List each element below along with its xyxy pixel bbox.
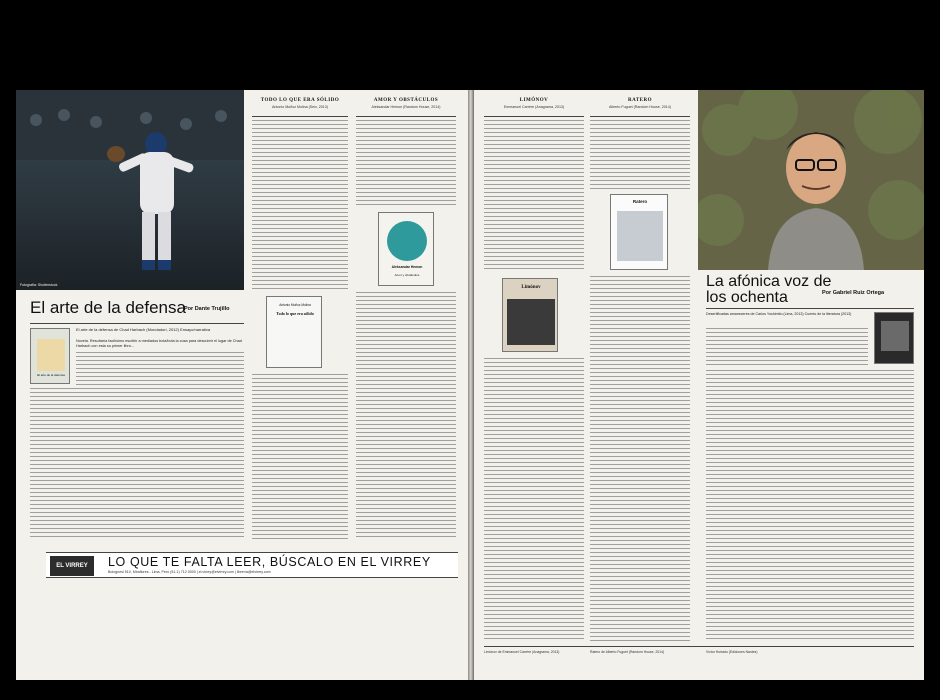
book-cover-title: El arte de la defensa xyxy=(37,373,65,377)
book-cover-limonov-title: Limónov xyxy=(521,285,541,290)
author-photo xyxy=(698,90,924,270)
article-meta-left: El arte de la defensa de Chad Harbach (Mondadori, 2012) Ensayo/narrativa xyxy=(76,327,211,332)
article-title-right: La afónica voz de los ochenta xyxy=(706,273,832,306)
magazine-spread xyxy=(16,90,924,680)
column-body-limonov-1 xyxy=(484,120,584,270)
author-photo-image xyxy=(698,90,924,270)
column-body-todo-1 xyxy=(252,120,348,290)
book-cover-hemon-title: Aleksandar Hemon xyxy=(391,265,423,269)
column-head-todo: TODO LO QUE ERA SÓLIDO xyxy=(260,98,340,103)
title-rule-left xyxy=(30,323,244,324)
column-rule-limonov xyxy=(484,116,584,117)
column-rule-amor xyxy=(356,116,456,117)
column-head-amor: AMOR Y OBSTÁCULOS xyxy=(373,98,439,103)
article-body-right-1 xyxy=(706,328,868,366)
footnote-ratero: Ratero de Alberto Fuguet (Random House, 2014) xyxy=(590,650,665,654)
column-credit-ratero: Alberto Fuguet (Random House, 2014) xyxy=(609,105,671,109)
column-body-ratero-2 xyxy=(590,276,690,642)
elvirrey-logo: EL VIRREY xyxy=(50,556,94,576)
footnote-rule xyxy=(484,646,914,647)
book-cover-hemon xyxy=(378,212,434,286)
column-body-ratero-1 xyxy=(590,120,690,190)
book-cover-author: Antonio Muñoz Molina xyxy=(279,303,311,307)
footnote-photo: Víctor Hurtado (Ediciones Nantes) xyxy=(706,650,758,654)
article-meta-right: Desertificadas amaneceres de Carlos Yushimito (Lima, 2013) Cuento de la literatura (2013) xyxy=(706,312,852,316)
column-body-limonov-2 xyxy=(484,358,584,642)
column-credit-limonov: Emmanuel Carrère (Anagrama, 2013) xyxy=(503,105,565,109)
article-body-left-full xyxy=(30,388,244,540)
article-body-left xyxy=(76,352,244,386)
ad-address: Bolognesi 510, Miraflores - Lima, Perú (51-1) 712 0000 | el.virrey@elvirrey.com | librería@elvirrey.com xyxy=(108,570,271,574)
article-byline-right: Por Gabriel Ruiz Ortega xyxy=(822,290,885,296)
book-cover-subtitle: Todo lo que era sólido xyxy=(276,311,314,316)
article-byline-left: Por Dante Trujillo xyxy=(184,306,230,312)
photo-caption: Fotografía: Shutterstock xyxy=(20,283,58,287)
elvirrey-ad-banner[interactable] xyxy=(46,552,458,578)
book-cover-hemon-subtitle: Amor y obstáculos xyxy=(394,273,420,277)
book-cover-arte-defensa xyxy=(30,328,70,384)
article-body-right-2 xyxy=(706,370,914,642)
book-cover-ratero-title: Ratero xyxy=(632,199,648,204)
ad-slogan: LO QUE TE FALTA LEER, BÚSCALO EN EL VIRREY xyxy=(108,555,431,569)
left-page xyxy=(16,90,468,680)
right-page xyxy=(474,90,924,680)
column-credit-todo: Antonio Muñoz Molina (Seix, 2013) xyxy=(272,105,328,109)
baseball-photo xyxy=(16,90,244,290)
column-rule-todo xyxy=(252,116,348,117)
title-rule-right xyxy=(706,308,914,309)
article-lead-left: Novela. Resultaría facilísimo escribir a mediados bola/bola la cosa para descubrir el lugar de Chad Harbach con esta su primer libro... xyxy=(76,339,242,348)
column-credit-amor: Aleksandar Hemon (Random House, 2014) xyxy=(371,105,441,109)
column-body-todo-2 xyxy=(252,374,348,540)
column-head-limonov: LIMÓNOV xyxy=(519,98,549,103)
column-head-ratero: RATERO xyxy=(627,98,653,103)
book-cover-limonov xyxy=(502,278,558,352)
article-title-left: El arte de la defensa xyxy=(30,298,186,317)
column-body-amor-1 xyxy=(356,120,456,206)
book-cover-todo-solido xyxy=(266,296,322,368)
footnote-limonov: Limónov de Emmanuel Carrère (Anagrama, 2013) xyxy=(484,650,560,654)
column-body-amor-2 xyxy=(356,292,456,540)
baseball-photo-image xyxy=(16,90,244,290)
column-rule-ratero xyxy=(590,116,690,117)
book-cover-carlos-yushimito xyxy=(874,312,914,364)
book-cover-ratero xyxy=(610,194,668,270)
